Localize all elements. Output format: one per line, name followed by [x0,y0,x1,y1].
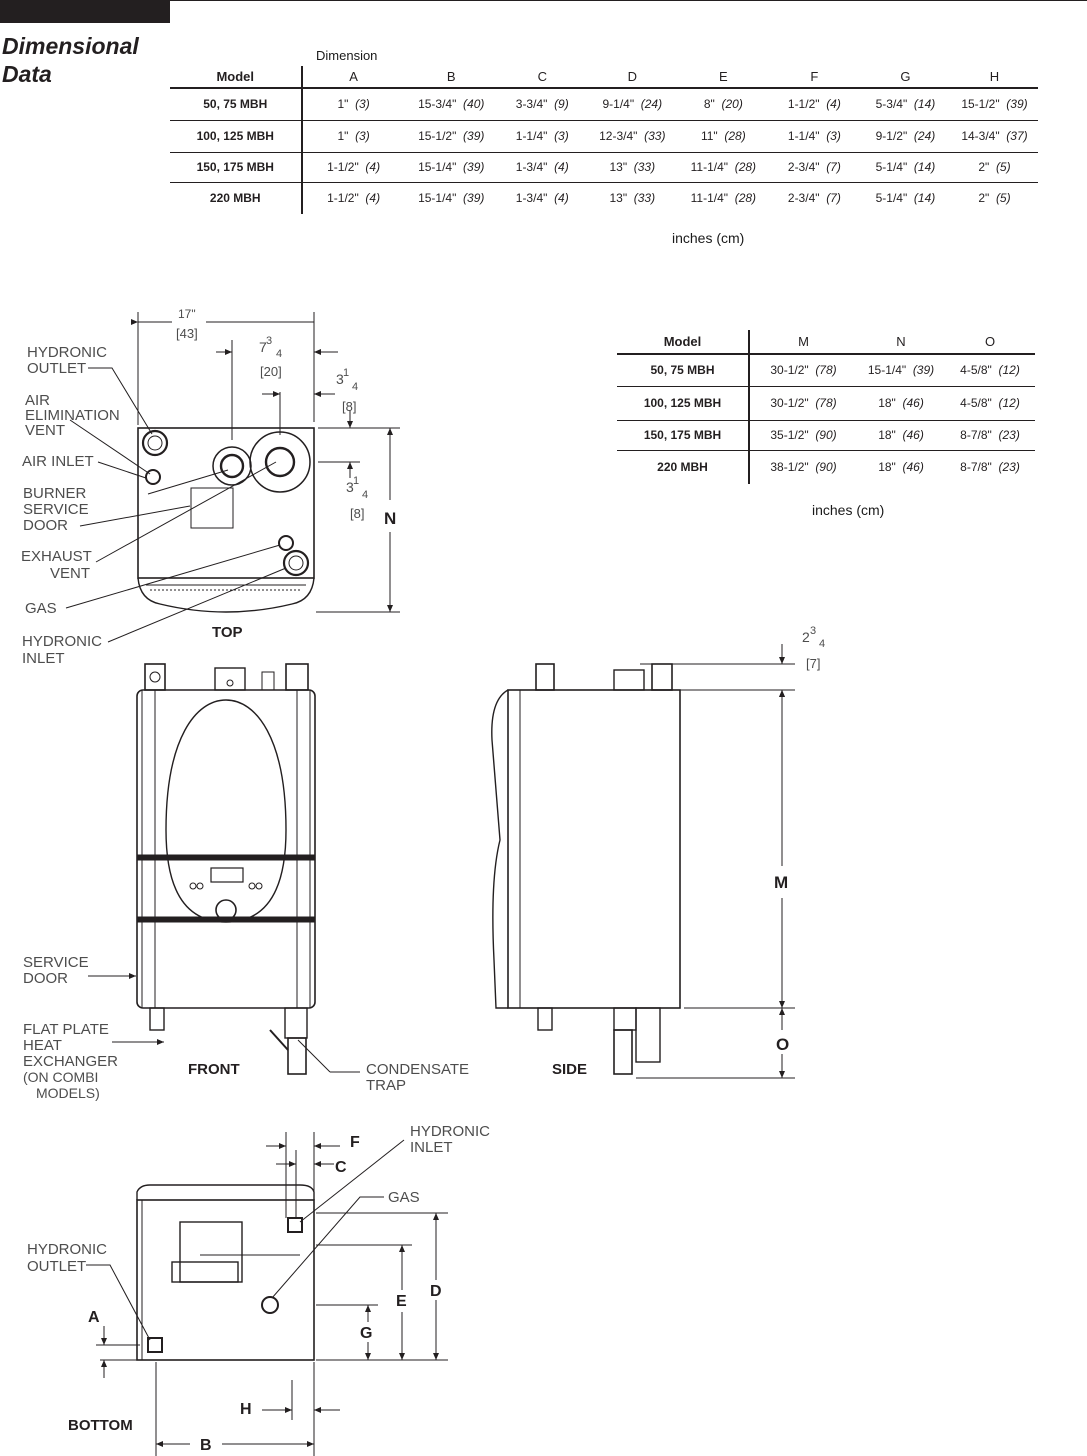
value-inches: 30-1/2" [770,363,809,378]
w4-cm: [8] [350,506,365,521]
value-cm: (39) [1006,97,1028,112]
value-inches: 15-1/4" [867,363,907,378]
value-inches: 13" [609,160,628,174]
callout-hydronic-inlet-1: HYDRONIC [22,633,103,650]
w2-den: 4 [276,348,283,360]
model-cell: 150, 175 MBH [617,420,749,450]
value-cm: (28) [724,129,746,143]
callout-exhaust-2: VENT [50,565,91,582]
callout-hydronic-outlet-2: OUTLET [27,360,87,377]
value-inches: 11" [700,129,718,143]
value-cm: (39) [463,129,485,143]
value-cm: (12) [998,396,1020,410]
callout-hydronic-inlet-2: INLET [22,650,65,667]
value-cm: (14) [913,160,936,174]
value-inches: 1" [337,97,349,112]
value-cm: (3) [554,129,569,143]
callout-service-door-2: DOOR [23,970,68,987]
callout-flat-plate-1: FLAT PLATE [23,1021,109,1038]
value-inches: 1" [337,129,349,143]
bottom-view-drawing [86,1132,448,1456]
front-oval-panel [166,700,286,922]
callout-bottom-hydronic-inlet-1: HYDRONIC [410,1123,491,1140]
value-cm: (14) [913,97,936,112]
value-inches: 18" [878,460,896,475]
value-cm: (24) [640,97,663,112]
col-header-model: Model [170,66,302,88]
side-top-cm: [7] [806,656,821,671]
value-cm: (23) [998,460,1020,475]
col-header-f: F [810,69,819,84]
value-inches: 8-7/8" [960,428,992,442]
dim-d-label: D [430,1283,442,1300]
value-cm: (33) [633,191,656,206]
col-header-model: Model [617,330,749,354]
callout-air-inlet: AIR INLET [22,453,94,470]
hydronic-outlet-fitting [143,431,167,455]
w2-whole: 7 [259,339,267,355]
model-cell: 100, 125 MBH [170,120,302,152]
value-inches: 9-1/2" [875,129,908,143]
value-inches: 38-1/2" [770,460,809,475]
callout-flat-plate-4: (ON COMBI [23,1069,99,1085]
model-cell: 100, 125 MBH [617,386,749,420]
w4-num: 1 [353,475,360,487]
air-elimination-vent-fitting [146,470,160,484]
model-cell: 50, 75 MBH [617,354,749,386]
col-header-h: H [989,69,1000,84]
value-cm: (7) [826,160,841,174]
dimension-label: Dimension [316,48,378,63]
col-header-o: O [984,334,996,349]
side-housing [508,690,680,1008]
dim-a-label: A [88,1309,100,1326]
value-cm: (4) [554,160,569,174]
value-cm: (37) [1006,129,1028,143]
callout-gas: GAS [25,600,57,617]
side-top-whole: 2 [802,629,810,645]
callout-burner-3: DOOR [23,517,68,534]
front-view-drawing [88,664,360,1074]
bottom-hydronic-inlet [288,1218,302,1232]
value-cm: (78) [815,363,837,378]
value-inches: 15-1/2" [961,97,1000,112]
value-cm: (33) [644,129,666,143]
col-header-a: A [349,69,358,84]
value-inches: 14-3/4" [961,129,1000,143]
value-inches: 5-1/4" [875,191,908,206]
callout-bottom-hydronic-inlet-2: INLET [410,1139,453,1156]
value-inches: 4-5/8" [960,396,992,410]
value-cm: (3) [826,129,841,143]
value-cm: (12) [998,363,1020,378]
value-cm: (5) [995,160,1011,174]
value-cm: (9) [554,97,569,112]
value-cm: (4) [365,160,381,174]
value-inches: 2-3/4" [787,160,820,174]
value-cm: (5) [995,191,1011,206]
dim-c-label: C [335,1159,347,1176]
value-inches: 35-1/2" [770,428,809,442]
dim-h-label: H [240,1401,252,1418]
top-width-cm: [43] [176,326,198,341]
value-inches: 11-1/4" [690,191,729,206]
condensate-trap-body [288,1038,306,1074]
w3-den: 4 [352,381,359,393]
col-header-c: C [537,69,547,84]
dim-e-label: E [396,1293,407,1310]
value-cm: (4) [554,191,569,206]
value-cm: (46) [902,428,924,442]
value-inches: 18" [878,428,896,442]
dim-b-label: B [200,1437,212,1454]
value-inches: 5-3/4" [875,97,908,112]
w4-den: 4 [362,489,369,501]
value-inches: 8-7/8" [960,460,992,475]
callout-burner-1: BURNER [23,485,87,502]
value-inches: 2-3/4" [787,191,820,206]
value-cm: (4) [365,191,381,206]
w4-whole: 3 [346,479,354,495]
value-inches: 15-1/4" [418,191,457,206]
bottom-gas-fitting [262,1297,278,1313]
section-title: Dimensional Data [2,33,139,87]
value-cm: (7) [826,191,841,206]
callout-bottom-hydronic-outlet-2: OUTLET [27,1258,87,1275]
value-cm: (23) [998,428,1020,442]
value-inches: 4-5/8" [960,363,992,378]
col-header-d: D [627,69,637,84]
side-top-num: 3 [810,625,817,637]
exhaust-vent-port [250,432,310,492]
col-header-m: M [798,334,809,349]
callout-air-elim-1: AIR [25,392,51,409]
model-cell: 220 MBH [170,182,302,214]
side-top-den: 4 [819,638,826,650]
value-cm: (39) [912,363,935,378]
col-header-b: B [446,69,456,84]
callout-exhaust-1: EXHAUST [21,548,92,565]
value-cm: (33) [633,160,656,174]
w3-cm: [8] [342,399,357,414]
gas-fitting [279,536,293,550]
top-width-in: 17" [178,307,196,321]
value-cm: (46) [902,396,924,410]
value-cm: (78) [815,396,837,410]
control-display [211,868,243,882]
value-inches: 9-1/4" [602,97,635,112]
callout-service-door-1: SERVICE [23,954,89,971]
w3-whole: 3 [336,371,344,387]
col-header-g: G [900,69,911,84]
value-inches: 1-1/4" [787,129,820,143]
callout-condensate-2: TRAP [366,1077,407,1094]
callout-bottom-gas: GAS [388,1189,420,1206]
value-inches: 30-1/2" [770,396,809,410]
callout-flat-plate-2: HEAT [23,1037,62,1054]
callout-bottom-hydronic-outlet-1: HYDRONIC [27,1241,108,1258]
callout-condensate-1: CONDENSATE [366,1061,470,1078]
value-cm: (28) [734,160,757,174]
side-view-drawing [492,644,795,1078]
value-cm: (90) [815,428,837,442]
model-cell: 220 MBH [617,450,749,484]
units-note: inches (cm) [812,502,885,518]
model-cell: 150, 175 MBH [170,152,302,182]
value-inches: 1-1/2" [327,160,359,174]
value-inches: 2" [978,191,990,206]
dim-o-label: O [776,1035,790,1054]
view-label-side: SIDE [552,1061,588,1078]
bottom-hydronic-outlet [148,1338,162,1352]
units-note: inches (cm) [672,230,745,246]
hydronic-inlet-fitting [284,551,308,575]
top-view-drawing [66,312,400,642]
callout-air-elim-3: VENT [25,422,66,439]
col-header-n: N [896,334,906,349]
value-inches: 1-1/4" [515,129,548,143]
value-cm: (39) [463,160,485,174]
view-label-bottom: BOTTOM [68,1417,133,1434]
model-cell: 50, 75 MBH [170,88,302,120]
dim-g-label: G [360,1325,373,1342]
callout-flat-plate-5: MODELS) [36,1085,100,1101]
callout-burner-2: SERVICE [23,501,89,518]
view-label-front: FRONT [188,1061,240,1078]
value-cm: (40) [463,97,485,112]
value-inches: 1-1/2" [327,191,359,206]
dim-m-label: M [774,873,789,892]
value-inches: 12-3/4" [599,129,638,143]
value-cm: (28) [734,191,757,206]
value-inches: 18" [878,396,896,410]
value-inches: 11-1/4" [690,160,729,174]
value-inches: 1-1/2" [787,97,820,112]
value-inches: 1-3/4" [515,191,548,206]
w2-cm: [20] [260,364,282,379]
callout-flat-plate-3: EXCHANGER [23,1053,119,1070]
callout-hydronic-outlet-1: HYDRONIC [27,344,108,361]
burner-service-door-panel [191,488,233,528]
value-inches: 1-3/4" [515,160,548,174]
value-inches: 2" [978,160,990,174]
w3-num: 1 [343,367,350,379]
dim-f-label: F [350,1134,360,1151]
value-inches: 5-1/4" [875,160,908,174]
value-inches: 13" [609,191,628,206]
value-inches: 8" [703,97,715,112]
dim-n-label: N [384,509,397,528]
value-inches: 3-3/4" [515,97,548,112]
value-inches: 15-3/4" [418,97,457,112]
col-header-e: E [719,69,728,84]
value-cm: (90) [815,460,837,475]
value-inches: 15-1/4" [418,160,457,174]
value-cm: (39) [463,191,485,206]
value-cm: (14) [913,191,936,206]
value-inches: 15-1/2" [418,129,457,143]
value-cm: (4) [826,97,841,112]
value-cm: (20) [721,97,743,112]
callout-air-elim-2: ELIMINATION [25,407,120,424]
value-cm: (3) [355,97,370,112]
w2-num: 3 [266,335,273,347]
view-label-top: TOP [212,624,243,641]
front-housing [137,690,315,1008]
value-cm: (3) [355,129,370,143]
value-cm: (24) [913,129,936,143]
value-cm: (46) [902,460,924,475]
